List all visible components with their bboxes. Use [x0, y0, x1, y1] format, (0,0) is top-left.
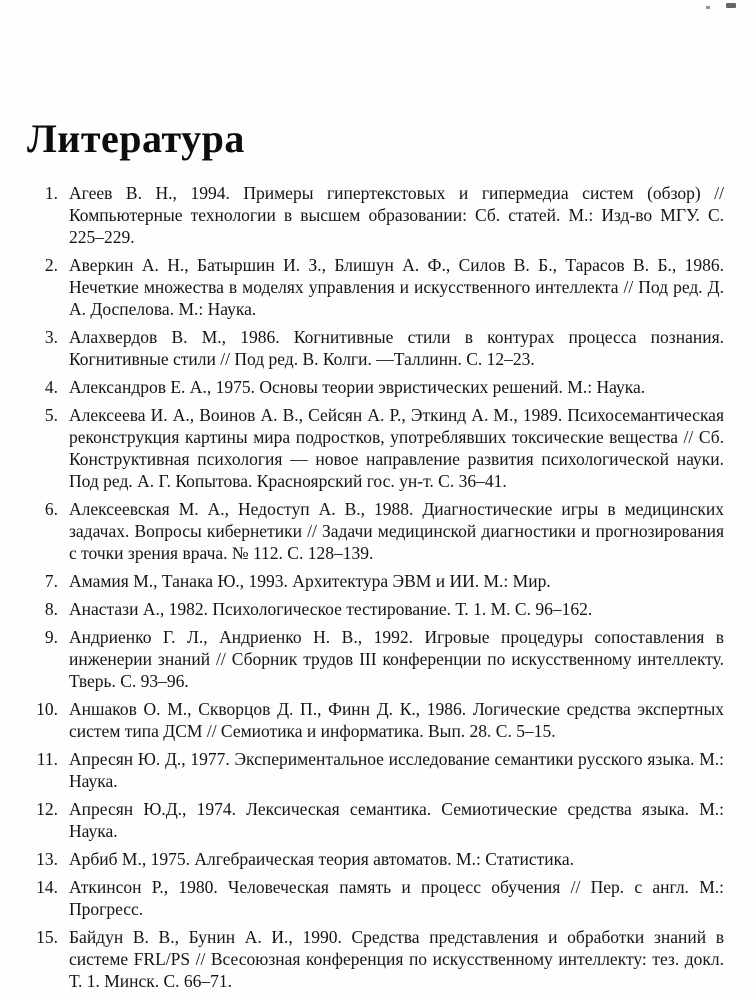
reference-item	[24, 498, 724, 564]
reference-number: 7.	[44, 571, 58, 591]
reference-number: 1.	[44, 183, 58, 203]
reference-item	[24, 598, 724, 620]
reference-number: 13.	[36, 849, 58, 869]
reference-number: 15.	[36, 927, 58, 947]
reference-text: Алексеевская М. А., Недоступ А. В., 1988. Диагностические игры в медицинских задачах. Вопросы кибернетики // Задачи медицинской диагностики и прогнозирования с точки зрения врача. № 112. С. 128–139.	[69, 499, 724, 563]
reference-text: Байдун В. В., Бунин А. И., 1990. Средства представления и обработки знаний в системе FRL/PS // Всесоюзная конференция по искусственному интеллекту: тез. докл. Т. 1. Минск. С. 66–71.	[69, 927, 724, 991]
page-title: Литература	[27, 115, 245, 161]
reference-number: 3.	[44, 327, 58, 347]
reference-number: 4.	[44, 377, 58, 397]
reference-text: Агеев В. Н., 1994. Примеры гипертекстовых и гипермедиа систем (обзор) // Компьютерные технологии в высшем образовании: Сб. статей. М.: Изд-во МГУ. С. 225–229.	[69, 183, 724, 247]
reference-number: 12.	[36, 799, 58, 819]
reference-item	[24, 798, 724, 842]
reference-item	[24, 626, 724, 692]
reference-text: Апресян Ю. Д., 1977. Экспериментальное исследование семантики русского языка. М.: Наука.	[69, 749, 724, 791]
reference-number: 8.	[44, 599, 58, 619]
reference-text: Алахвердов В. М., 1986. Когнитивные стили в контурах процесса познания. Когнитивные стили // Под ред. В. Колги. —Таллинн. С. 12–23.	[69, 327, 724, 369]
reference-text: Амамия М., Танака Ю., 1993. Архитектура ЭВМ и ИИ. М.: Мир.	[69, 571, 551, 591]
reference-item	[24, 926, 724, 992]
reference-list	[24, 182, 724, 998]
reference-number: 11.	[36, 749, 58, 769]
reference-item	[24, 182, 724, 248]
reference-item	[24, 570, 724, 592]
reference-text: Андриенко Г. Л., Андриенко Н. В., 1992. Игровые процедуры сопоставления в инженерии знаний // Сборник трудов III конференции по искусственному интеллекту. Тверь. С. 93–96.	[69, 627, 724, 691]
reference-number: 10.	[36, 699, 58, 719]
scan-artifact	[706, 6, 710, 9]
scan-artifact	[726, 3, 736, 8]
reference-item	[24, 404, 724, 492]
reference-text: Алексеева И. А., Воинов А. В., Сейсян А. Р., Эткинд А. М., 1989. Психосемантическая реконструкция картины мира подростков, употреблявших токсические вещества // Сб. Конструктивная психология — новое направление развития психологической науки. Под ред. А. Г. Копытова. Красноярский гос. ун-т. С. 36–41.	[69, 405, 724, 491]
reference-number: 14.	[36, 877, 58, 897]
reference-text: Аткинсон Р., 1980. Человеческая память и процесс обучения // Пер. с англ. М.: Прогресс.	[69, 877, 724, 919]
reference-text: Арбиб М., 1975. Алгебраическая теория автоматов. М.: Статистика.	[69, 849, 574, 869]
reference-item	[24, 376, 724, 398]
reference-item	[24, 876, 724, 920]
reference-number: 6.	[44, 499, 58, 519]
reference-number: 9.	[44, 627, 58, 647]
reference-text: Апресян Ю.Д., 1974. Лексическая семантика. Семиотические средства языка. М.: Наука.	[69, 799, 724, 841]
reference-text: Аверкин А. Н., Батыршин И. З., Блишун А. Ф., Силов В. Б., Тарасов В. Б., 1986. Нечеткие множества в моделях управления и искусственного интеллекта // Под ред. Д. А. Доспелова. М.: Наука.	[69, 255, 724, 319]
reference-item	[24, 748, 724, 792]
reference-text: Александров Е. А., 1975. Основы теории эвристических решений. М.: Наука.	[69, 377, 646, 397]
reference-text: Аншаков О. М., Скворцов Д. П., Финн Д. К., 1986. Логические средства экспертных систем типа ДСМ // Семиотика и информатика. Вып. 28. С. 5–15.	[69, 699, 724, 741]
reference-number: 2.	[44, 255, 58, 275]
reference-item	[24, 698, 724, 742]
reference-number: 5.	[44, 405, 58, 425]
reference-item	[24, 254, 724, 320]
reference-text: Анастази А., 1982. Психологическое тестирование. Т. 1. М. С. 96–162.	[69, 599, 593, 619]
reference-item	[24, 848, 724, 870]
reference-item	[24, 326, 724, 370]
